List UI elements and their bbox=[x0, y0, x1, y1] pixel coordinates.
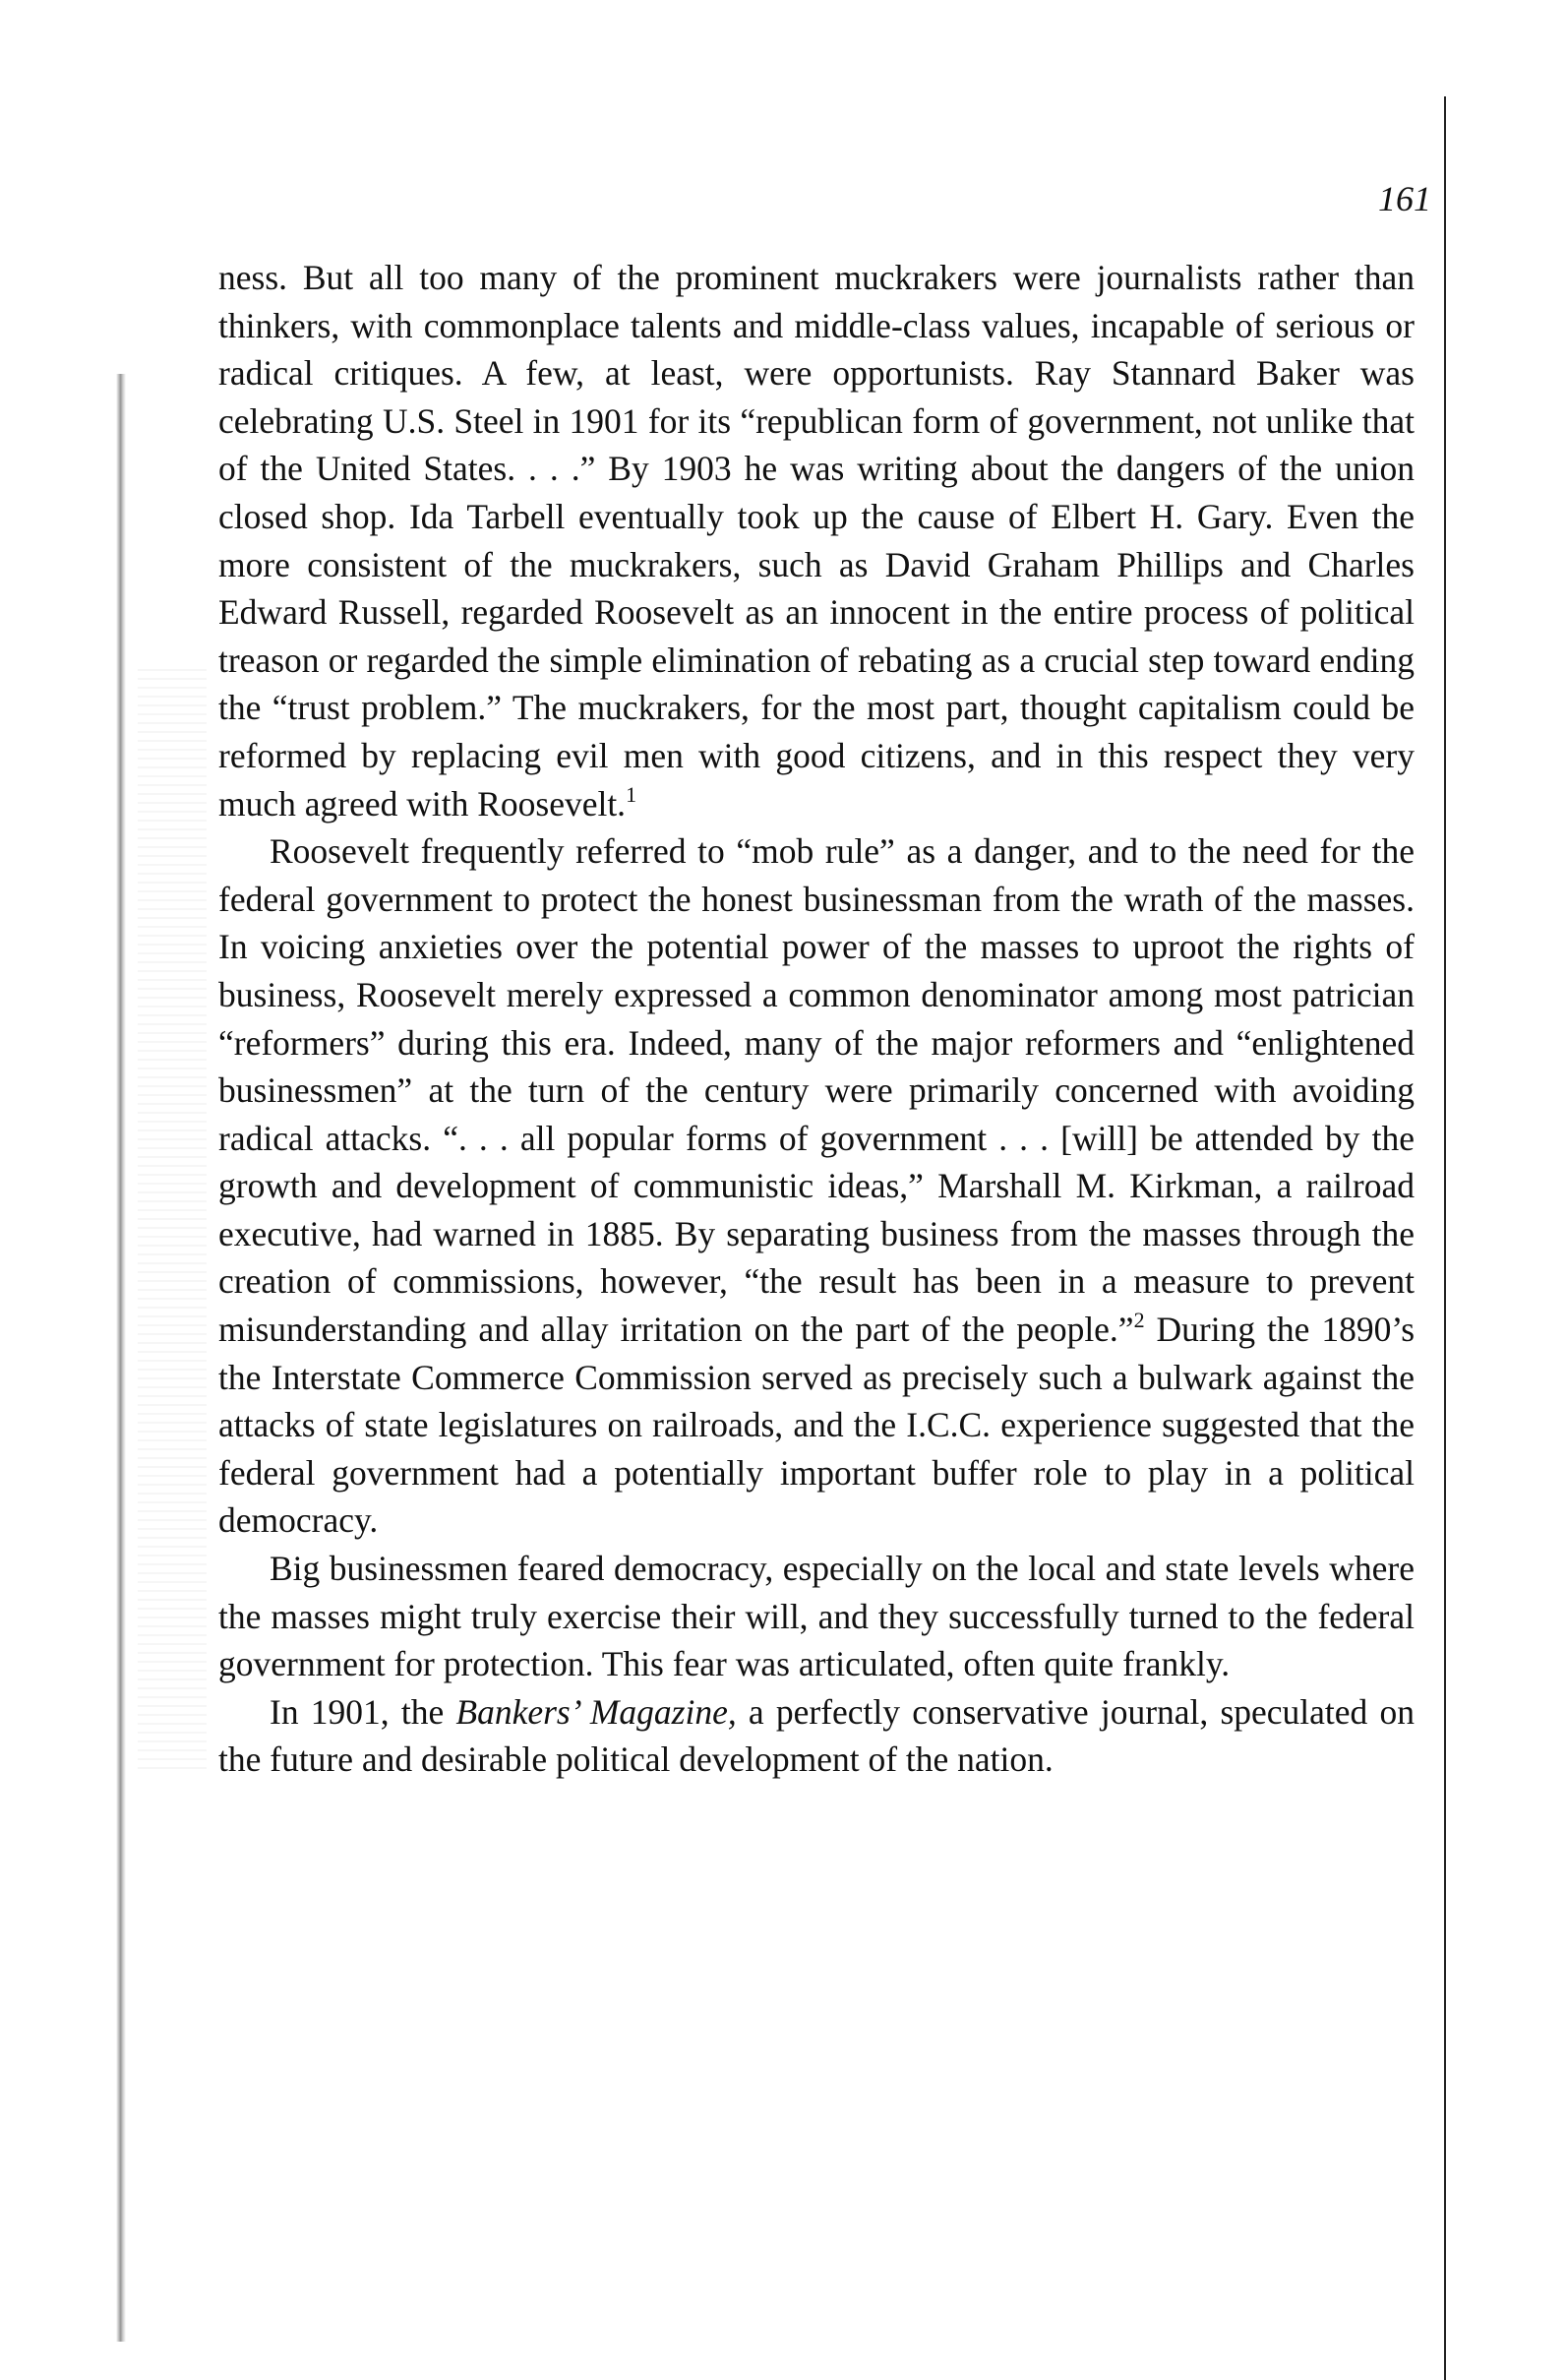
scan-gutter-shadow bbox=[116, 374, 126, 2342]
footnote-ref-1: 1 bbox=[626, 781, 637, 807]
paragraph-mob-rule bbox=[218, 827, 1415, 1545]
journal-title: Bankers’ Magazine, bbox=[455, 1691, 737, 1732]
paragraph-feared-democracy bbox=[218, 1545, 1415, 1688]
paragraph-text-continued: During the 1890’s the Interstate Commerce Commission served as precisely such a bulwark against the attacks of state legislatures on railroads, and the I.C.C. experience suggested that the federal government had a potentially important buffer role to play in a political democracy. bbox=[218, 1310, 1416, 1541]
paragraph-text: Big businessmen feared democracy, especially on the local and state levels where the masses might truly exercise their will, and they successfully turned to the federal government for protection. This fear was articulated, often quite frankly. bbox=[218, 1549, 1415, 1684]
paragraph-text: ness. But all too many of the prominent muckrakers were journalists rather than thinkers, with commonplace talents and middle-class values, incapable of serious or radical critiques. A few, at least, were opportunists. Ray Stannard Baker was celebrating U.S. Steel in 1901 for its “republican form of government, not unlike that of the United States. . . .” By 1903 he was writing about the dangers of the union closed shop. Ida Tarbell eventually took up the cause of Elbert H. Gary. Even the more consistent of the muckrakers, such as David Graham Phillips and Charles Edward Russell, regarded Roosevelt as an innocent in the entire process of political treason or regarded the simple elimination of rebating as a crucial step toward ending the “trust problem.” The muckrakers, for the most part, thought capitalism could be reformed by replacing evil men with good citizens, and in this respect they very much agreed with Roosevelt. bbox=[218, 258, 1415, 824]
footnote-ref-2: 2 bbox=[1133, 1308, 1145, 1333]
paragraph-text-continued: a perfectly conservative journal, speculated on the future and desirable political development of the nation. bbox=[218, 1691, 1415, 1780]
paragraph-text: Roosevelt frequently referred to “mob rule” as a danger, and to the need for the federal government to protect the honest businessman from the wrath of the masses. In voicing anxieties over the potential power of the masses to uproot the rights of business, Roosevelt merely expressed a common denominator among most patrician “reformers” during this era. Indeed, many of the major reformers and “enlightened businessmen” at the turn of the century were primarily concerned with avoiding radical attacks. “. . . all popular forms of government . . . [will] be attended by the growth and development of communistic ideas,” Marshall M. Kirkman, a railroad executive, had warned in 1885. By separating business from the masses through the creation of commissions, however, “the result has been in a measure to prevent misunderstanding and allay irritation on the part of the people.” bbox=[218, 831, 1415, 1350]
paragraph-muckrakers bbox=[218, 254, 1415, 827]
body-text bbox=[218, 254, 1415, 1784]
paragraph-text: In 1901, the bbox=[270, 1691, 456, 1732]
paragraph-bankers-magazine bbox=[218, 1688, 1415, 1784]
page-edge-line bbox=[1444, 96, 1446, 2380]
page-number: 161 bbox=[1378, 179, 1431, 218]
scan-gutter-speckle bbox=[138, 669, 207, 1771]
